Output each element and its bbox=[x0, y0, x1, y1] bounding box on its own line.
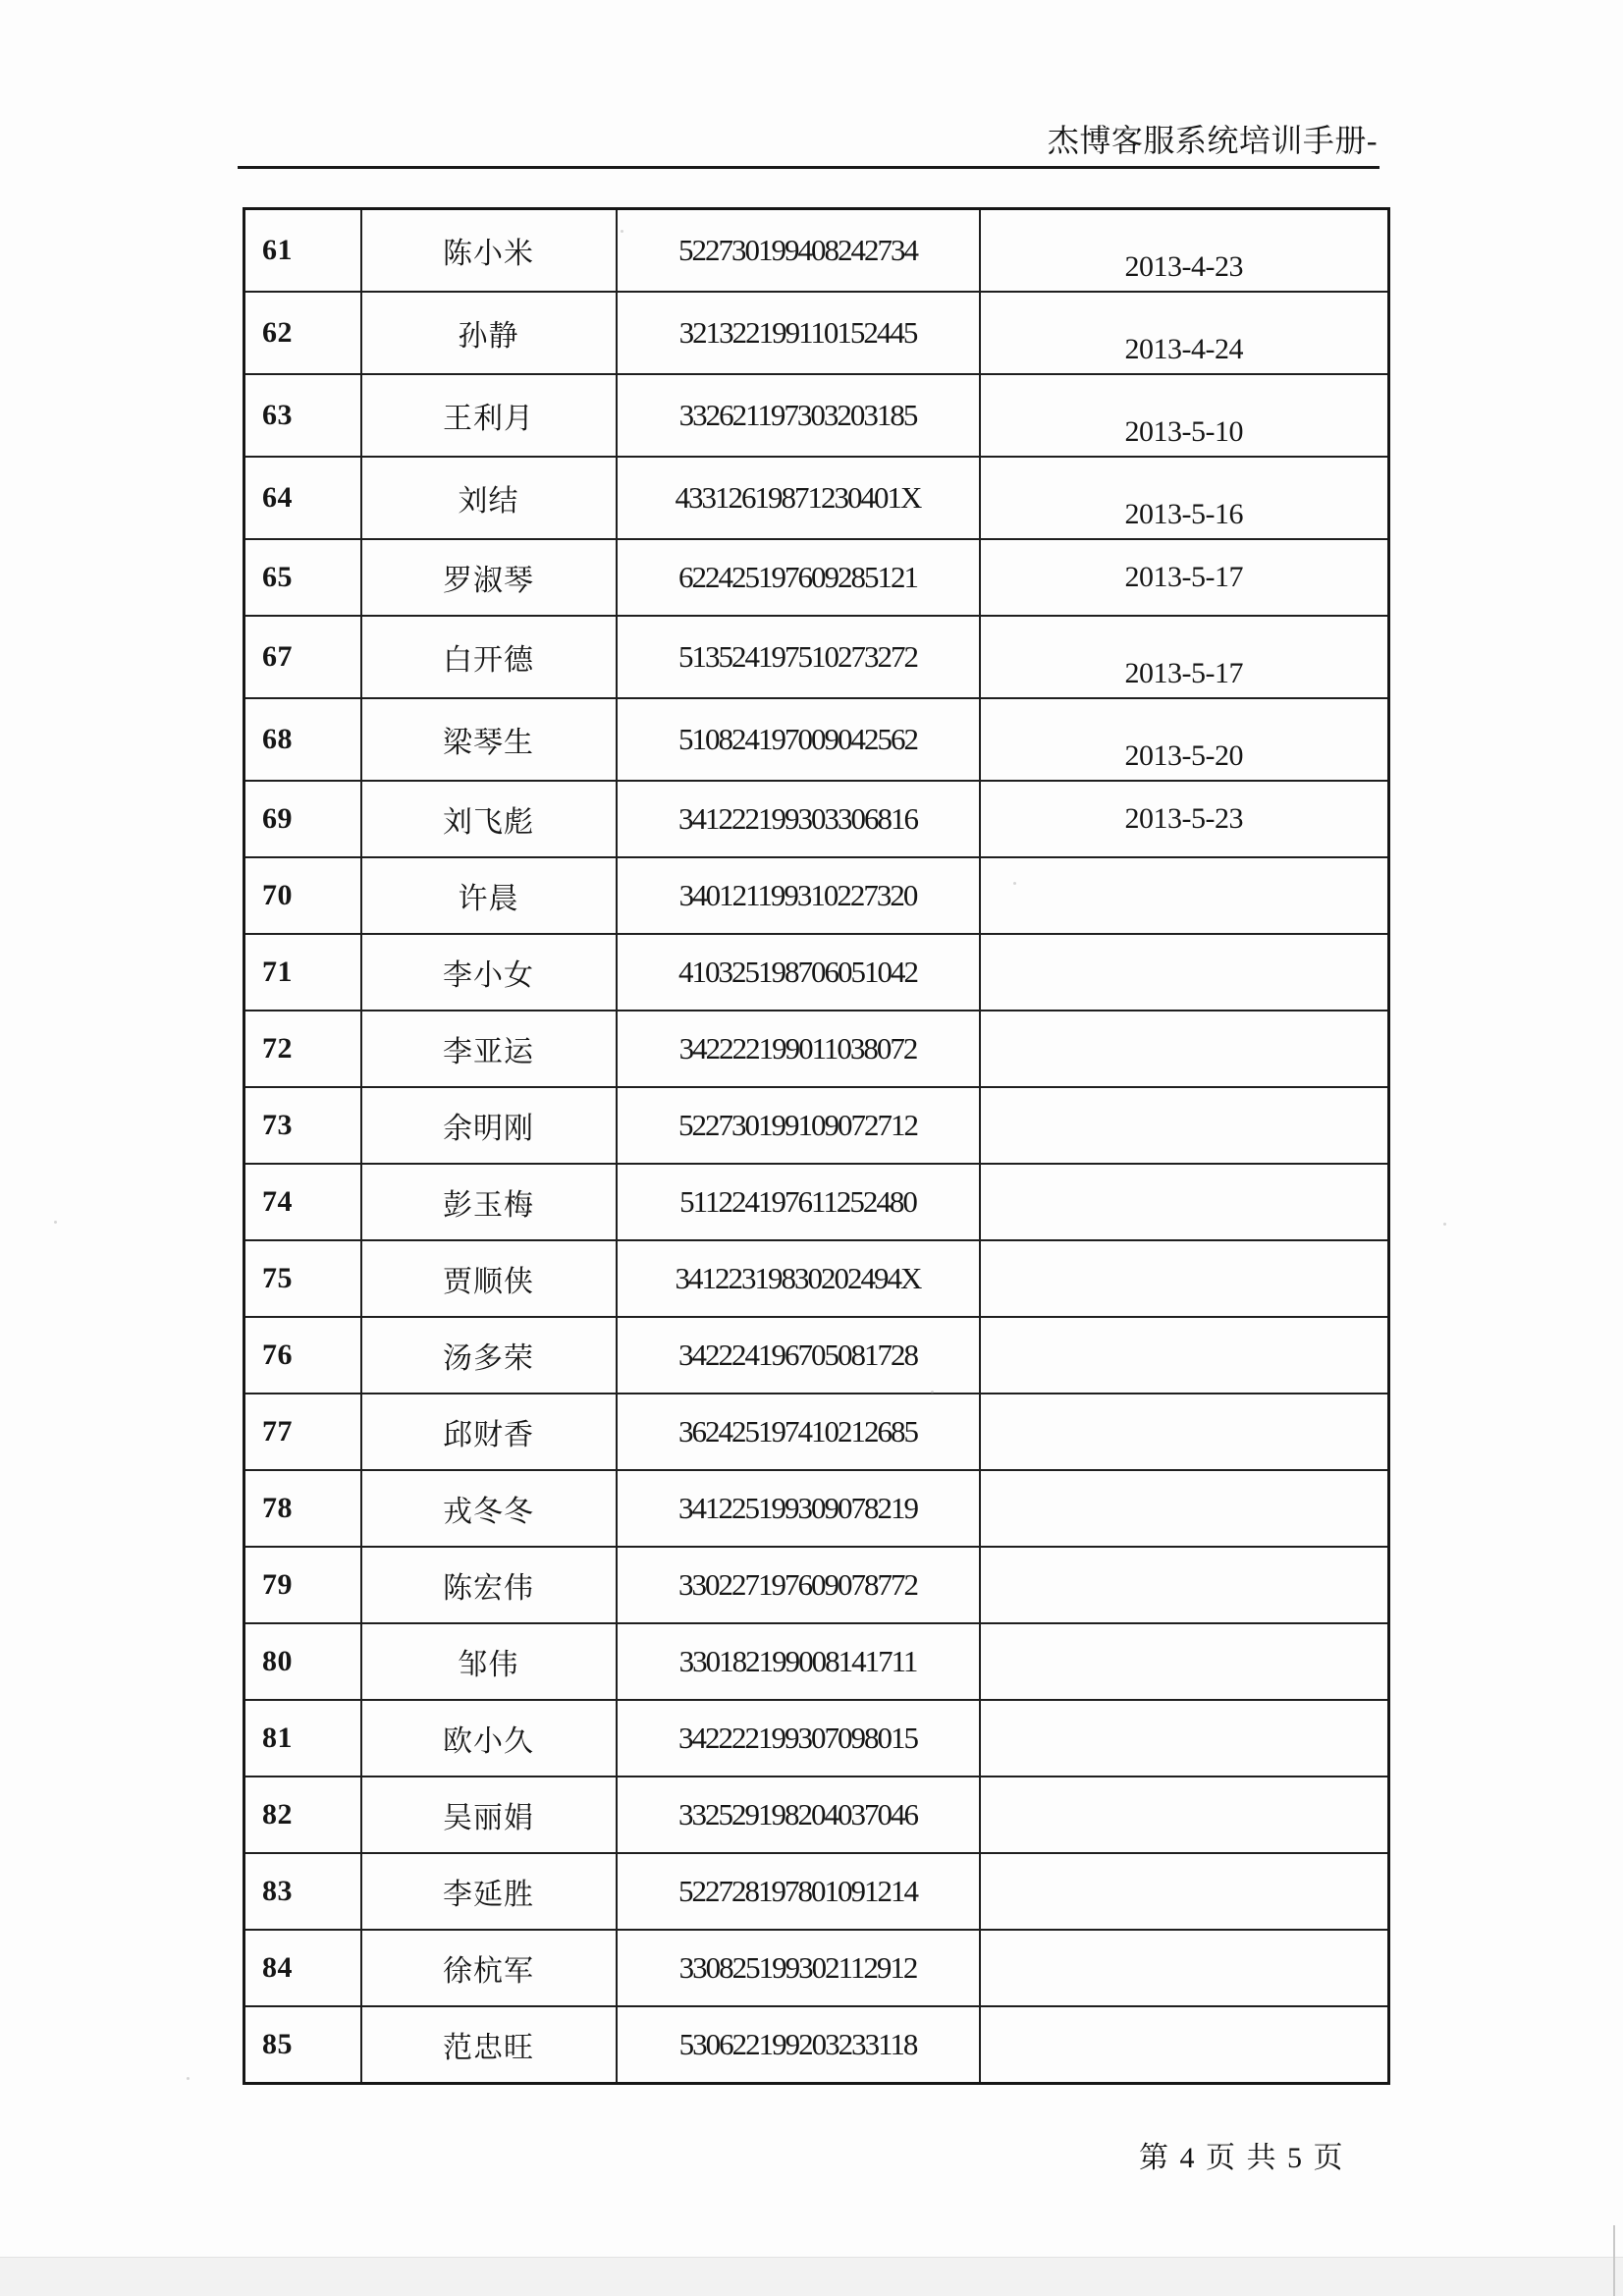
id-number-cell: 511224197611252480 bbox=[617, 1164, 980, 1240]
date-cell bbox=[980, 857, 1389, 934]
id-number-cell: 341225199309078219 bbox=[617, 1470, 980, 1547]
date-cell bbox=[980, 1623, 1389, 1700]
name-cell: 邱财香 bbox=[361, 1394, 617, 1470]
table-row bbox=[244, 616, 1389, 698]
table-row bbox=[244, 1240, 1389, 1317]
table-row bbox=[244, 1547, 1389, 1623]
row-number-cell: 74 bbox=[244, 1164, 361, 1240]
date-cell bbox=[980, 1164, 1389, 1240]
date-cell bbox=[980, 934, 1389, 1011]
name-cell: 王利月 bbox=[361, 374, 617, 457]
id-number-cell: 342222199307098015 bbox=[617, 1700, 980, 1777]
name-cell: 余明刚 bbox=[361, 1087, 617, 1164]
name-cell: 范忠旺 bbox=[361, 2006, 617, 2084]
name-cell: 贾顺侠 bbox=[361, 1240, 617, 1317]
id-number-cell: 362425197410212685 bbox=[617, 1394, 980, 1470]
name-cell: 戎冬冬 bbox=[361, 1470, 617, 1547]
scan-speck bbox=[1013, 882, 1016, 885]
table-row bbox=[244, 698, 1389, 781]
header-rule bbox=[238, 166, 1380, 169]
id-number-cell: 513524197510273272 bbox=[617, 616, 980, 698]
date-cell bbox=[980, 1394, 1389, 1470]
scan-speck bbox=[187, 2077, 189, 2080]
date-cell bbox=[980, 1011, 1389, 1087]
name-cell: 李小女 bbox=[361, 934, 617, 1011]
row-number-cell: 76 bbox=[244, 1317, 361, 1394]
row-number-cell: 72 bbox=[244, 1011, 361, 1087]
name-cell: 刘结 bbox=[361, 457, 617, 539]
date-cell bbox=[980, 2006, 1389, 2084]
table-row bbox=[244, 934, 1389, 1011]
date-cell: 2013-5-17 bbox=[980, 616, 1389, 698]
id-number-cell: 410325198706051042 bbox=[617, 934, 980, 1011]
date-cell bbox=[980, 1777, 1389, 1853]
date-cell: 2013-4-24 bbox=[980, 292, 1389, 374]
id-number-cell: 330182199008141711 bbox=[617, 1623, 980, 1700]
name-cell: 许晨 bbox=[361, 857, 617, 934]
date-cell bbox=[980, 1930, 1389, 2006]
id-number-cell: 330825199302112912 bbox=[617, 1930, 980, 2006]
scan-artifact-band bbox=[0, 2257, 1623, 2296]
table-row bbox=[244, 1164, 1389, 1240]
scan-speck bbox=[931, 1391, 934, 1394]
scan-artifact-edge bbox=[1613, 2225, 1615, 2296]
table-row bbox=[244, 539, 1389, 616]
table-row bbox=[244, 1394, 1389, 1470]
row-number-cell: 61 bbox=[244, 209, 361, 293]
name-cell: 李亚运 bbox=[361, 1011, 617, 1087]
id-number-cell: 332621197303203185 bbox=[617, 374, 980, 457]
id-number-cell: 522728197801091214 bbox=[617, 1853, 980, 1930]
id-number-cell: 530622199203233118 bbox=[617, 2006, 980, 2084]
row-number-cell: 69 bbox=[244, 781, 361, 857]
row-number-cell: 71 bbox=[244, 934, 361, 1011]
name-cell: 吴丽娟 bbox=[361, 1777, 617, 1853]
date-cell: 2013-5-17 bbox=[980, 539, 1389, 616]
date-cell: 2013-5-20 bbox=[980, 698, 1389, 781]
table-row bbox=[244, 209, 1389, 293]
row-number-cell: 65 bbox=[244, 539, 361, 616]
page-header-title: 杰博客服系统培训手册- bbox=[1047, 123, 1378, 158]
name-cell: 陈小米 bbox=[361, 209, 617, 293]
row-number-cell: 77 bbox=[244, 1394, 361, 1470]
scan-speck bbox=[621, 230, 623, 233]
name-cell: 彭玉梅 bbox=[361, 1164, 617, 1240]
id-number-cell: 622425197609285121 bbox=[617, 539, 980, 616]
table-row bbox=[244, 781, 1389, 857]
row-number-cell: 85 bbox=[244, 2006, 361, 2084]
row-number-cell: 84 bbox=[244, 1930, 361, 2006]
table-row bbox=[244, 1011, 1389, 1087]
date-cell: 2013-5-23 bbox=[980, 781, 1389, 857]
id-number-cell: 43312619871230401X bbox=[617, 457, 980, 539]
table-row bbox=[244, 374, 1389, 457]
date-cell bbox=[980, 1547, 1389, 1623]
id-number-cell: 341222199303306816 bbox=[617, 781, 980, 857]
name-cell: 白开德 bbox=[361, 616, 617, 698]
id-number-cell: 34122319830202494X bbox=[617, 1240, 980, 1317]
roster-table-body bbox=[244, 209, 1389, 2084]
id-number-cell: 340121199310227320 bbox=[617, 857, 980, 934]
name-cell: 刘飞彪 bbox=[361, 781, 617, 857]
id-number-cell: 342224196705081728 bbox=[617, 1317, 980, 1394]
name-cell: 徐杭军 bbox=[361, 1930, 617, 2006]
table-row bbox=[244, 1087, 1389, 1164]
row-number-cell: 68 bbox=[244, 698, 361, 781]
id-number-cell: 332529198204037046 bbox=[617, 1777, 980, 1853]
table-row bbox=[244, 1853, 1389, 1930]
table-row bbox=[244, 1930, 1389, 2006]
date-cell bbox=[980, 1087, 1389, 1164]
row-number-cell: 75 bbox=[244, 1240, 361, 1317]
date-cell bbox=[980, 1240, 1389, 1317]
row-number-cell: 82 bbox=[244, 1777, 361, 1853]
name-cell: 罗淑琴 bbox=[361, 539, 617, 616]
date-cell: 2013-4-23 bbox=[980, 209, 1389, 293]
row-number-cell: 64 bbox=[244, 457, 361, 539]
row-number-cell: 81 bbox=[244, 1700, 361, 1777]
table-row bbox=[244, 457, 1389, 539]
date-cell bbox=[980, 1317, 1389, 1394]
scan-speck bbox=[1443, 1223, 1446, 1226]
date-cell: 2013-5-10 bbox=[980, 374, 1389, 457]
scan-speck bbox=[54, 1221, 57, 1224]
name-cell: 陈宏伟 bbox=[361, 1547, 617, 1623]
id-number-cell: 510824197009042562 bbox=[617, 698, 980, 781]
name-cell: 梁琴生 bbox=[361, 698, 617, 781]
table-row bbox=[244, 857, 1389, 934]
table-row bbox=[244, 1777, 1389, 1853]
table-row bbox=[244, 1623, 1389, 1700]
id-number-cell: 321322199110152445 bbox=[617, 292, 980, 374]
row-number-cell: 62 bbox=[244, 292, 361, 374]
name-cell: 邹伟 bbox=[361, 1623, 617, 1700]
row-number-cell: 70 bbox=[244, 857, 361, 934]
row-number-cell: 78 bbox=[244, 1470, 361, 1547]
id-number-cell: 522730199109072712 bbox=[617, 1087, 980, 1164]
name-cell: 李延胜 bbox=[361, 1853, 617, 1930]
table-row bbox=[244, 1700, 1389, 1777]
date-cell bbox=[980, 1700, 1389, 1777]
name-cell: 汤多荣 bbox=[361, 1317, 617, 1394]
date-cell: 2013-5-16 bbox=[980, 457, 1389, 539]
table-row bbox=[244, 1317, 1389, 1394]
page-footer: 第 4 页 共 5 页 bbox=[1139, 2142, 1345, 2174]
id-number-cell: 330227197609078772 bbox=[617, 1547, 980, 1623]
date-cell bbox=[980, 1853, 1389, 1930]
roster-table bbox=[243, 207, 1390, 2085]
row-number-cell: 67 bbox=[244, 616, 361, 698]
date-cell bbox=[980, 1470, 1389, 1547]
table-row bbox=[244, 1470, 1389, 1547]
name-cell: 欧小久 bbox=[361, 1700, 617, 1777]
table-row bbox=[244, 292, 1389, 374]
row-number-cell: 83 bbox=[244, 1853, 361, 1930]
id-number-cell: 522730199408242734 bbox=[617, 209, 980, 293]
row-number-cell: 79 bbox=[244, 1547, 361, 1623]
row-number-cell: 80 bbox=[244, 1623, 361, 1700]
table-row bbox=[244, 2006, 1389, 2084]
row-number-cell: 63 bbox=[244, 374, 361, 457]
name-cell: 孙静 bbox=[361, 292, 617, 374]
row-number-cell: 73 bbox=[244, 1087, 361, 1164]
id-number-cell: 342222199011038072 bbox=[617, 1011, 980, 1087]
